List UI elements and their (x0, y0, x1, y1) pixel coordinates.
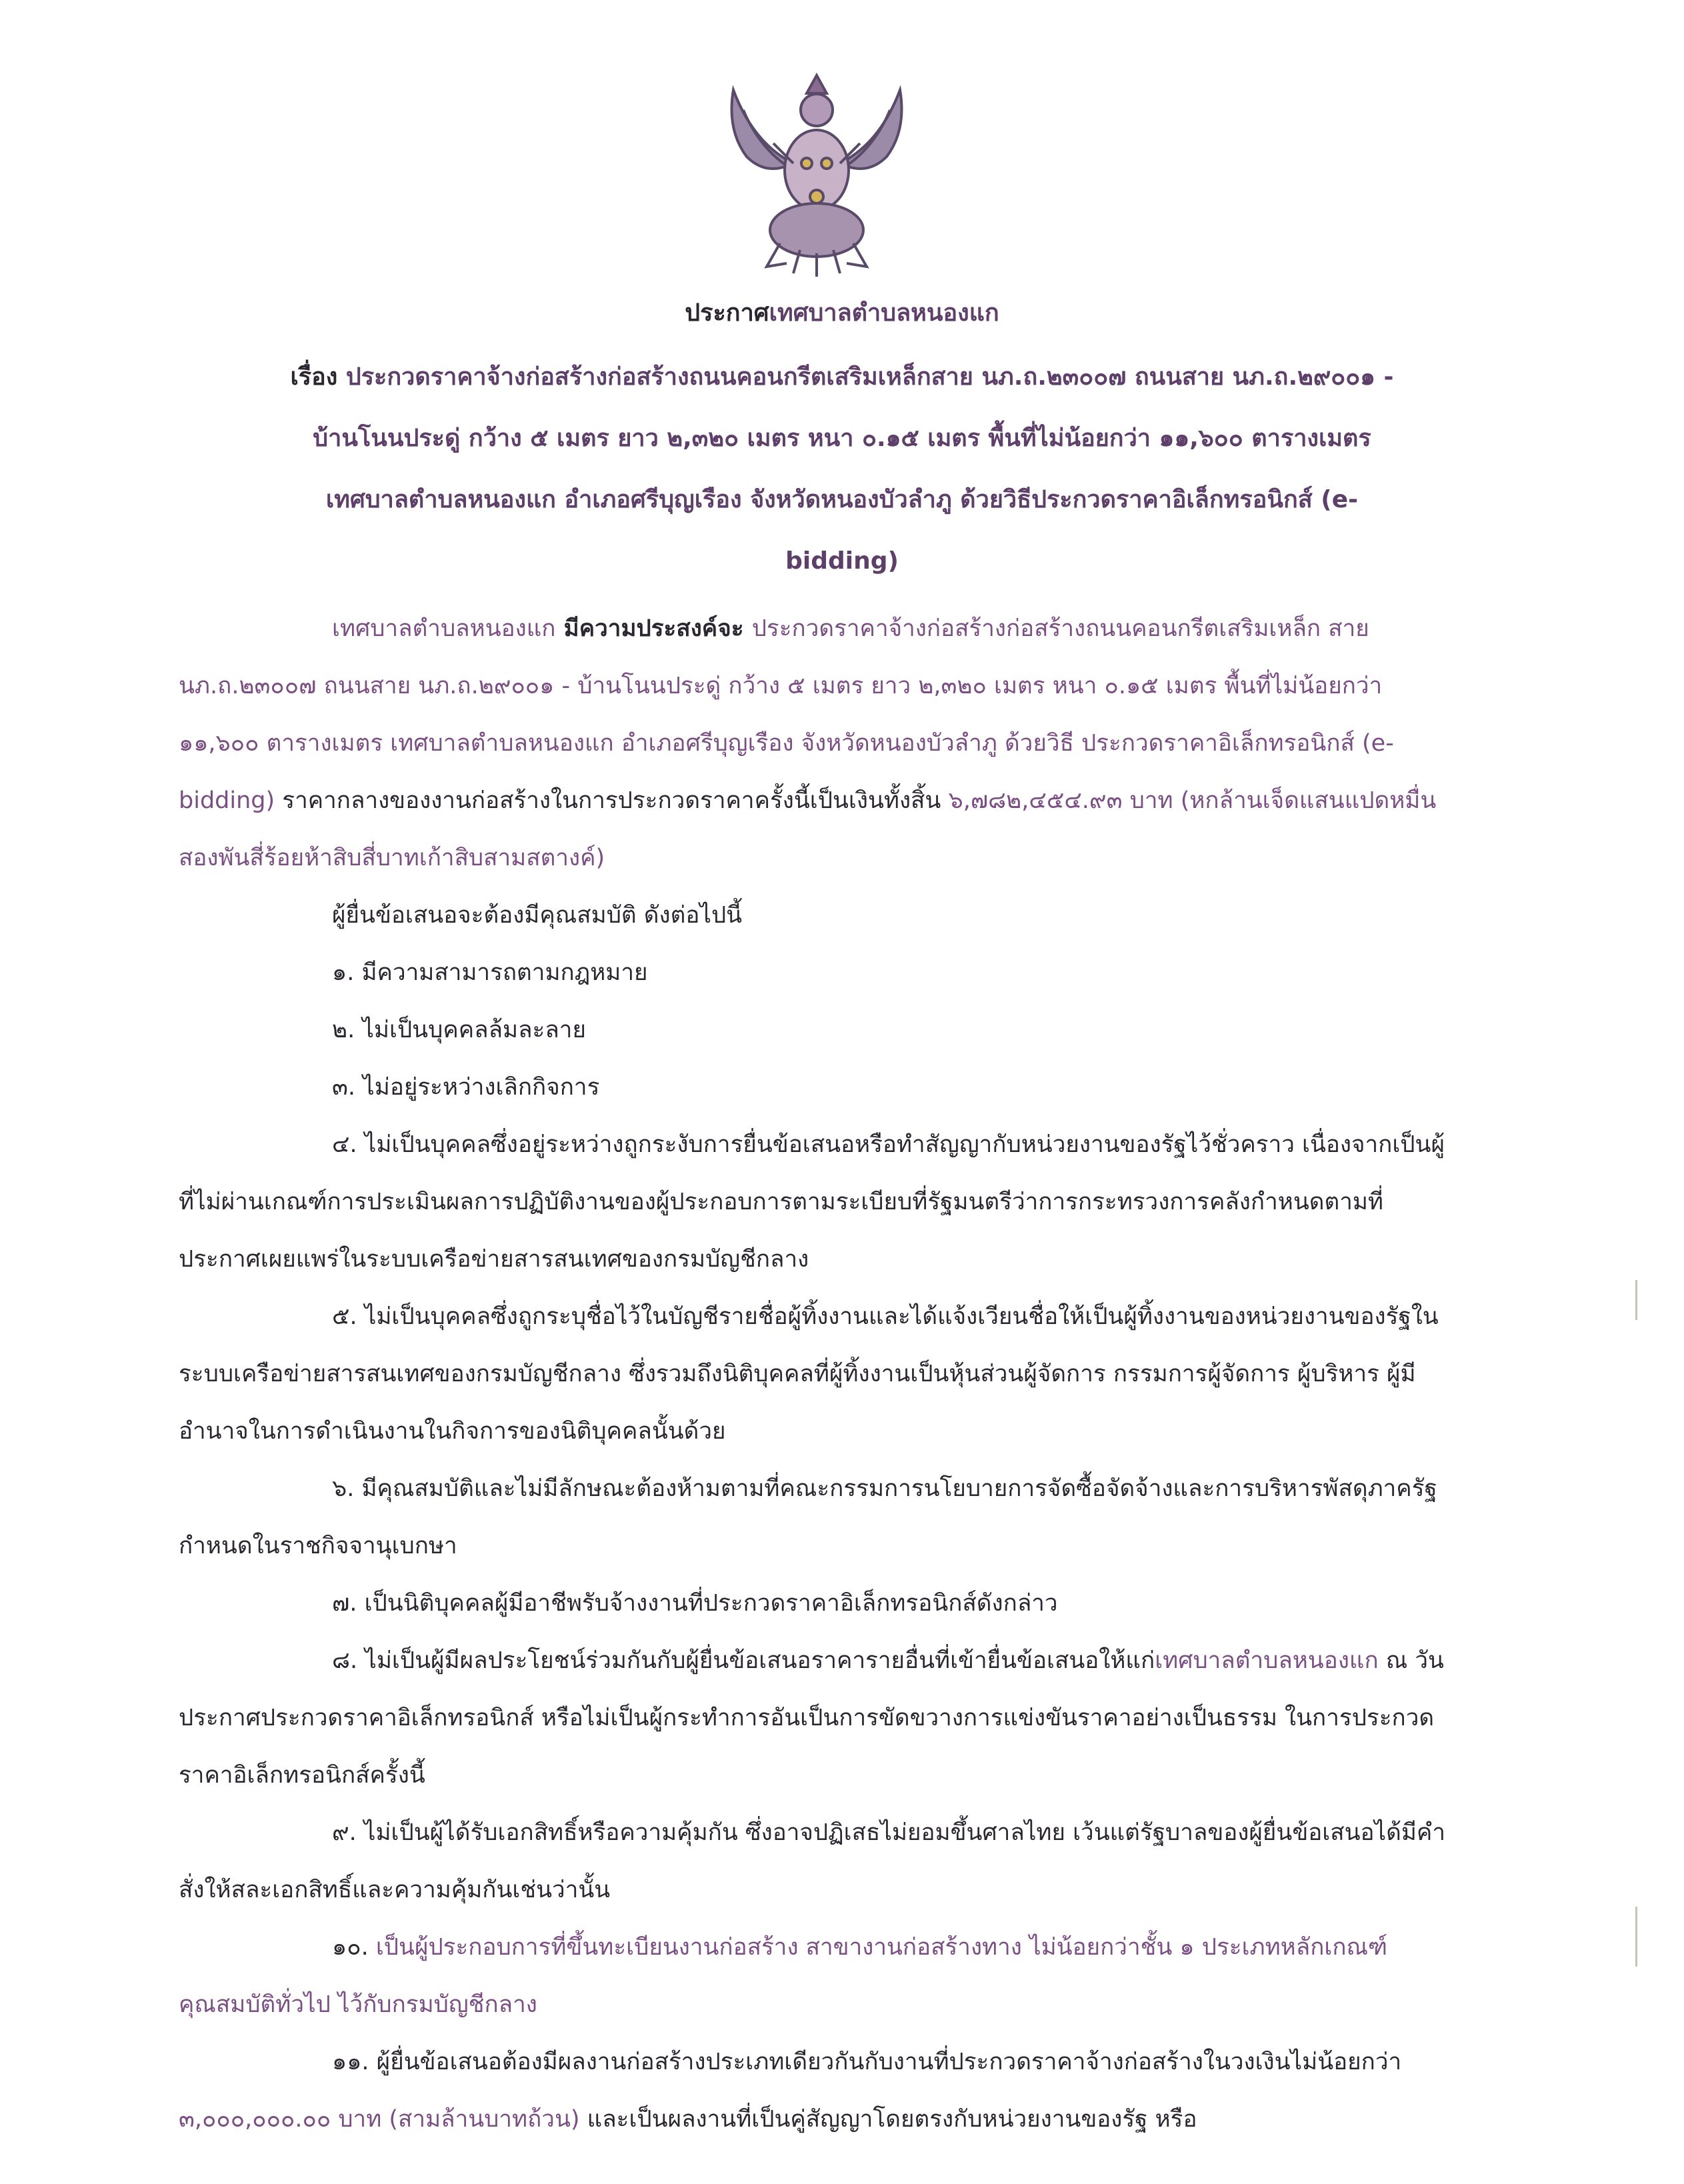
intro-paragraph: เทศบาลตำบลหนองแก มีความประสงค์จะ ประกวดราคาจ้างก่อสร้างก่อสร้างถนนคอนกรีตเสริมเหล็ก สาย นภ.ถ.๒๓๐๐๗ ถนนสาย นภ.ถ.๒๙๐๐๑ - บ้านโนนประดู่ กว้าง ๕ เมตร ยาว ๒,๓๒๐ เมตร หนา ๐.๑๕ เมตร พื้นที่ไม่น้อยกว่า ๑๑,๖๐๐ ตารางเมตร เทศบาลตำบลหนองแก อำเภอศรีบุญเรือง จังหวัดหนองบัวลำภู ด้วยวิธี ประกวดราคาอิเล็กทรอนิกส์ (e-bidding) ราคากลางของงานก่อสร้างในการประกวดราคาครั้งนี้เป็นเงินทั้งสิ้น ๖,๗๘๒,๔๕๔.๙๓ บาท (หกล้านเจ็ดแสนแปดหมื่นสองพันสี่ร้อยห้าสิบสี่บาทเก้าสิบสามสตางค์) (179, 615, 1437, 871)
subject-line-3: เทศบาลตำบลหนองแก อำเภอศรีบุญเรือง จังหวัดหนองบัวลำภู ด้วยวิธีประกวดราคาอิเล็กทรอนิกส์ (e- (325, 486, 1359, 513)
announcement-title (153, 293, 1531, 333)
announce-org: เทศบาลตำบลหนองแก (769, 299, 999, 327)
subject-block (153, 347, 1531, 592)
requirement-4: ๔. ไม่เป็นบุคคลซึ่งอยู่ระหว่างถูกระงับการยื่นข้อเสนอหรือทำสัญญากับหน่วยงานของรัฐไว้ชั่วคราว เนื่องจากเป็นผู้ที่ไม่ผ่านเกณฑ์การประเมินผลการปฏิบัติงานของผู้ประกอบการตามระเบียบที่รัฐมนตรีว่าการกระทรวงการคลังกำหนดตามที่ประกาศเผยแพร่ในระบบเครือข่ายสารสนเทศของกรมบัญชีกลาง (179, 1131, 1445, 1273)
scan-artifact (1635, 1280, 1637, 1320)
requirement-8: ๘. ไม่เป็นผู้มีผลประโยชน์ร่วมกันกับผู้ยื่นข้อเสนอราคารายอื่นที่เข้ายื่นข้อเสนอให้แก่เทศบาลตำบลหนองแก ณ วันประกาศประกวดราคาอิเล็กทรอนิกส์ หรือไม่เป็นผู้กระทำการอันเป็นการขัดขวางการแข่งขันราคาอย่างเป็นธรรม ในการประกวดราคาอิเล็กทรอนิกส์ครั้งนี้ (179, 1647, 1444, 1789)
subject-label: เรื่อง (290, 363, 338, 391)
scan-artifact (1635, 1907, 1637, 1967)
requirement-5: ๕. ไม่เป็นบุคคลซึ่งถูกระบุชื่อไว้ในบัญชีรายชื่อผู้ทิ้งงานและได้แจ้งเวียนชื่อให้เป็นผู้ทิ้งงานของหน่วยงานของรัฐในระบบเครือข่ายสารสนเทศของกรมบัญชีกลาง ซึ่งรวมถึงนิติบุคคลที่ผู้ทิ้งงานเป็นหุ้นส่วนผู้จัดการ กรรมการผู้จัดการ ผู้บริหาร ผู้มีอำนาจในการดำเนินงานในกิจการของนิติบุคคลนั้นด้วย (179, 1303, 1439, 1445)
requirement-7: ๗. เป็นนิติบุคคลผู้มีอาชีพรับจ้างงานที่ประกวดราคาอิเล็กทรอนิกส์ดังกล่าว (332, 1590, 1058, 1617)
announce-prefix: ประกาศ (685, 299, 769, 327)
document-body (179, 600, 1456, 2148)
qualification-heading: ผู้ยื่นข้อเสนอจะต้องมีคุณสมบัติ ดังต่อไปนี้ (332, 902, 743, 929)
requirement-11: ๑๑. ผู้ยื่นข้อเสนอต้องมีผลงานก่อสร้างประเภทเดียวกันกับงานที่ประกวดราคาจ้างก่อสร้างในวงเงินไม่น้อยกว่า ๓,๐๐๐,๐๐๐.๐๐ บาท (สามล้านบาทถ้วน) และเป็นผลงานที่เป็นคู่สัญญาโดยตรงกับหน่วยงานของรัฐ หรือ (179, 2049, 1402, 2133)
requirement-1: ๑. มีความสามารถตามกฎหมาย (332, 959, 648, 986)
subject-line-1: เรื่อง ประกวดราคาจ้างก่อสร้างก่อสร้างถนนคอนกรีตเสริมเหล็กสาย นภ.ถ.๒๓๐๐๗ ถนนสาย นภ.ถ.๒๙๐๐๑ - (290, 363, 1394, 391)
requirement-2: ๒. ไม่เป็นบุคคลล้มละลาย (332, 1017, 586, 1043)
subject-line-4: bidding) (785, 547, 899, 575)
requirement-6: ๖. มีคุณสมบัติและไม่มีลักษณะต้องห้ามตามที่คณะกรรมการนโยบายการจัดซื้อจัดจ้างและการบริหารพัสดุภาครัฐกำหนดในราชกิจจานุเบกษา (179, 1475, 1437, 1559)
requirement-10: ๑๐. เป็นผู้ประกอบการที่ขึ้นทะเบียนงานก่อสร้าง สาขางานก่อสร้างทาง ไม่น้อยกว่าชั้น ๑ ประเภทหลักเกณฑ์คุณสมบัติทั่วไป ไว้กับกรมบัญชีกลาง (179, 1934, 1388, 2018)
requirement-9: ๙. ไม่เป็นผู้ได้รับเอกสิทธิ์หรือความคุ้มกัน ซึ่งอาจปฏิเสธไม่ยอมขึ้นศาลไทย เว้นแต่รัฐบาลของผู้ยื่นข้อเสนอได้มีคำสั่งให้สละเอกสิทธิ์และความคุ้มกันเช่นว่านั้น (179, 1819, 1446, 1903)
subject-line-2: บ้านโนนประดู่ กว้าง ๕ เมตร ยาว ๒,๓๒๐ เมตร หนา ๐.๑๕ เมตร พื้นที่ไม่น้อยกว่า ๑๑,๖๐๐ ตารางเมตร (313, 425, 1371, 452)
requirement-3: ๓. ไม่อยู่ระหว่างเลิกกิจการ (332, 1074, 600, 1101)
garuda-emblem (707, 63, 927, 283)
